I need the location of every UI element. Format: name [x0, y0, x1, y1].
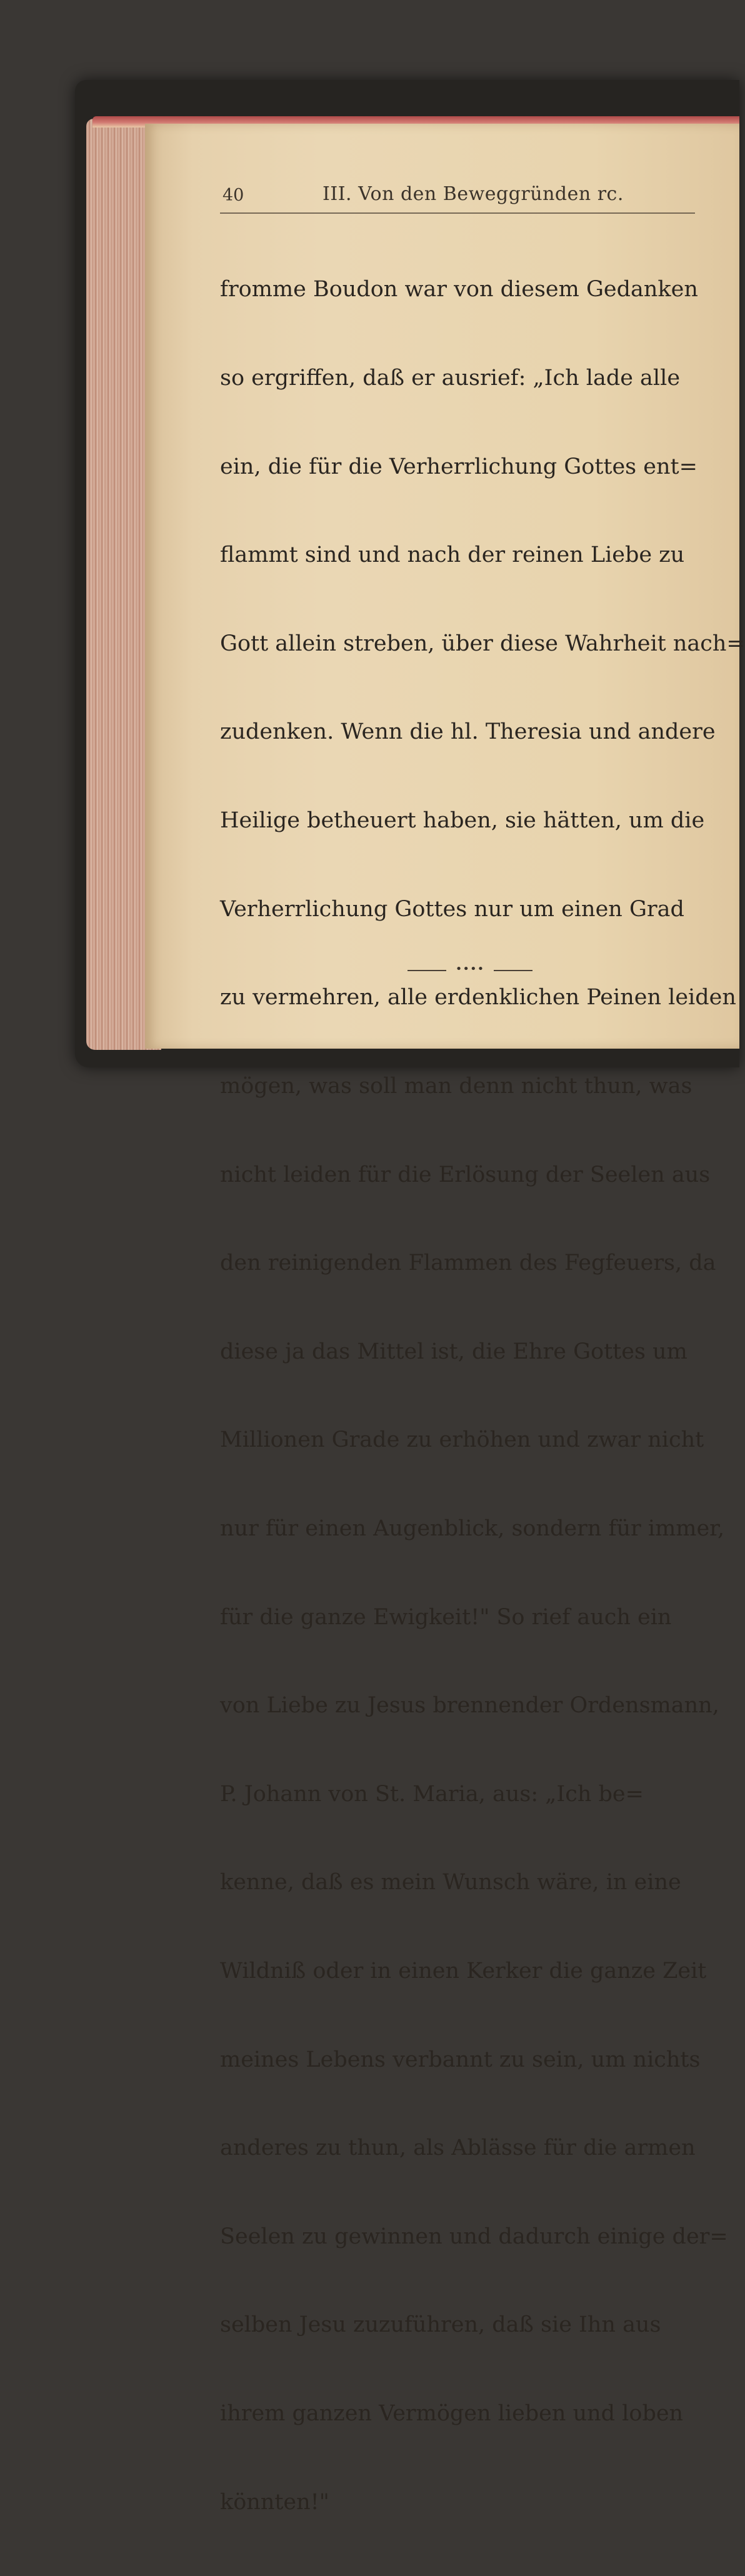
text-line: Heilige betheuert haben, sie hätten, um die: [220, 808, 705, 834]
text-line: zudenken. Wenn die hl. Theresia und andere: [220, 719, 716, 745]
body-text: [220, 216, 745, 2576]
text-line: selben Jesu zuzuführen, daß sie Ihn aus: [220, 2312, 661, 2338]
ornament-line-right: [494, 970, 532, 971]
text-line: für die ganze Ewigkeit!" So rief auch ein: [220, 1604, 672, 1630]
text-line: nicht leiden für die Erlösung der Seelen aus: [220, 1162, 711, 1187]
ornament-dots: ••••: [455, 962, 485, 976]
book-page: [145, 124, 745, 2515]
text-line: nur für einen Augenblick, sondern für immer,: [220, 1515, 725, 1541]
text-line: diese ja das Mittel ist, die Ehre Gottes um: [220, 1339, 688, 1364]
section-end-ornament: [408, 962, 532, 976]
text-line: Verherrlichung Gottes nur um einen Grad: [220, 896, 684, 922]
text-line: flammt sind und nach der reinen Liebe zu: [220, 542, 685, 568]
text-line: ein, die für die Verherrlichung Gottes ent=: [220, 454, 698, 479]
text-line: zu vermehren, alle erdenklichen Peinen leiden: [220, 985, 736, 1011]
text-line: anderes zu thun, als Ablässe für die armen: [220, 2135, 696, 2161]
text-line: Seelen zu gewinnen und dadurch einige der=: [220, 2224, 728, 2249]
text-line: Millionen Grade zu erhöhen und zwar nicht: [220, 1427, 704, 1453]
text-line: meines Lebens verbannt zu sein, um nichts: [220, 2047, 701, 2072]
running-head-title: III. Von den Beweggründen rc.: [322, 183, 624, 205]
text-line: den reinigenden Flammen des Fegfeuers, da: [220, 1251, 716, 1276]
text-line: kenne, daß es mein Wunsch wäre, in eine: [220, 1870, 681, 1895]
text-line: P. Johann von St. Maria, aus: „Ich be=: [220, 1781, 644, 1807]
running-head-rule: [220, 212, 695, 214]
text-line: ihrem ganzen Vermögen lieben und loben: [220, 2401, 684, 2427]
ornament-line-left: [408, 970, 446, 971]
text-line: von Liebe zu Jesus brennender Ordensmann,: [220, 1693, 719, 1719]
text-line: mögen, was soll man denn nicht thun, was: [220, 1073, 692, 1099]
text-line: Gott allein streben, über diese Wahrheit nach=: [220, 631, 745, 656]
running-head: [222, 183, 698, 211]
text-line: so ergriffen, daß er ausrief: „Ich lade alle: [220, 366, 681, 391]
text-line: könnten!": [220, 2489, 329, 2515]
page-number: 40: [222, 186, 244, 205]
text-line: fromme Boudon war von diesem Gedanken: [220, 277, 698, 302]
text-line: Wildniß oder in einen Kerker die ganze Zeit: [220, 1958, 707, 1984]
